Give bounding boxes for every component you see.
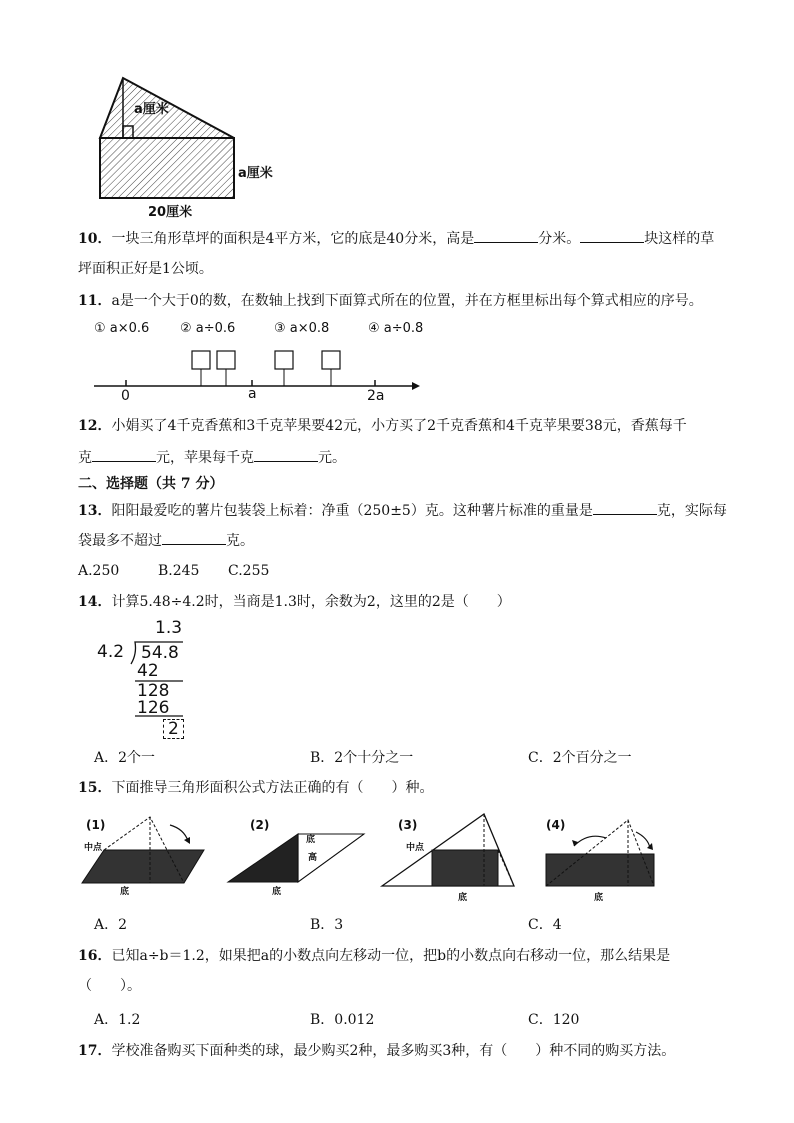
q14-option-b[interactable]: B．2个十分之一 bbox=[310, 750, 414, 766]
fig1-base: 底 bbox=[120, 887, 130, 897]
answer-box-1[interactable] bbox=[192, 351, 210, 369]
axis-arrow bbox=[412, 382, 420, 390]
q13-option-b[interactable]: B.245 bbox=[158, 563, 200, 579]
fig3-triangle bbox=[380, 812, 520, 892]
q13-option-a[interactable]: A.250 bbox=[78, 563, 120, 579]
trapezoid-figure bbox=[90, 70, 290, 220]
fig2-base-top: 底 bbox=[306, 835, 316, 845]
rectangle-shape bbox=[100, 138, 234, 198]
q11-line1 bbox=[78, 291, 758, 311]
expr-2: ② a÷0.6 bbox=[180, 321, 236, 336]
axis-label-zero: 0 bbox=[121, 388, 130, 404]
fig4-base: 底 bbox=[594, 893, 604, 903]
q16-number: 16． bbox=[78, 948, 112, 964]
fig2-base: 底 bbox=[272, 887, 282, 897]
q13-option-c[interactable]: C.255 bbox=[228, 563, 270, 579]
q16-option-c[interactable]: C．120 bbox=[528, 1012, 580, 1028]
section-title: 二、选择题（共 7 分） bbox=[78, 476, 224, 492]
division-step3: 126 bbox=[137, 698, 170, 718]
q15-text: 下面推导三角形面积公式方法正确的有（ ）种。 bbox=[111, 780, 434, 796]
q15-number: 15． bbox=[78, 780, 112, 796]
q15-option-c[interactable]: C．4 bbox=[528, 917, 562, 933]
axis-label-a: a bbox=[248, 386, 257, 402]
q10-line2: 坪面积正好是1公顷。 bbox=[78, 261, 213, 277]
q13-text2b: 克。 bbox=[226, 533, 254, 549]
q15-option-b[interactable]: B．3 bbox=[310, 917, 344, 933]
q17-line1 bbox=[78, 1041, 758, 1061]
q12-line1 bbox=[78, 416, 758, 436]
base-label: 20厘米 bbox=[148, 205, 193, 220]
q17-text: 学校准备购买下面种类的球，最少购买2种，最多购买3种，有（ ）种不同的购买方法。 bbox=[111, 1043, 676, 1059]
q13-blank1[interactable] bbox=[593, 500, 657, 515]
q12-text2b: 元，苹果每千克 bbox=[156, 450, 254, 466]
fig3-label: (3) bbox=[398, 818, 418, 832]
height-label: a厘米 bbox=[134, 102, 169, 117]
q12-text1: 小娟买了4千克香蕉和3千克苹果要42元，小方买了2千克香蕉和4千克苹果要38元，香蕉每千 bbox=[111, 418, 687, 434]
division-dividend: 54.8 bbox=[141, 643, 179, 663]
q12-line2 bbox=[78, 447, 758, 468]
fig1-midpoint: 中点 bbox=[84, 843, 103, 853]
q10-text1: 一块三角形草坪的面积是4平方米，它的底是40分米，高是 bbox=[111, 231, 475, 247]
answer-box-2[interactable] bbox=[217, 351, 235, 369]
q10-blank2[interactable] bbox=[580, 228, 644, 243]
division-step2: 128 bbox=[137, 681, 170, 701]
q10-blank1[interactable] bbox=[474, 228, 538, 243]
q10-number: 10． bbox=[78, 231, 112, 247]
division-step1: 42 bbox=[137, 661, 159, 681]
expr-4: ④ a÷0.8 bbox=[368, 321, 424, 336]
fig2-label: (2) bbox=[250, 818, 270, 832]
q13-text2a: 袋最多不超过 bbox=[78, 533, 162, 549]
division-quotient: 1.3 bbox=[155, 618, 183, 638]
q14-line1 bbox=[78, 592, 758, 612]
fig4-rectangle bbox=[544, 818, 656, 890]
q16-text: 已知a÷b＝1.2，如果把a的小数点向左移动一位，把b的小数点向右移动一位，那么结果是 bbox=[111, 948, 671, 964]
q10-unit1: 分米。 bbox=[538, 231, 581, 247]
q13-blank2[interactable] bbox=[162, 530, 226, 545]
fig3-base: 底 bbox=[458, 893, 468, 903]
q13-text1: 阳阳最爱吃的薯片包装袋上标着：净重（250±5）克。这种薯片标准的重量是 bbox=[111, 503, 593, 519]
q14-option-a[interactable]: A．2个一 bbox=[94, 750, 156, 766]
division-lines bbox=[95, 618, 205, 743]
q13-line1 bbox=[78, 500, 758, 521]
answer-box-4[interactable] bbox=[322, 351, 340, 369]
long-division bbox=[95, 618, 205, 743]
q17-number: 17． bbox=[78, 1043, 112, 1059]
fig2-parallelogram bbox=[228, 830, 368, 885]
q14-number: 14． bbox=[78, 594, 112, 610]
q14-text: 计算5.48÷4.2时，当商是1.3时，余数为2，这里的2是（ ） bbox=[111, 594, 511, 610]
q16-option-b[interactable]: B．0.012 bbox=[310, 1012, 375, 1028]
q13-number: 13． bbox=[78, 503, 112, 519]
q16-option-a[interactable]: A．1.2 bbox=[94, 1012, 141, 1028]
q10-line1 bbox=[78, 228, 758, 249]
fig4-label: (4) bbox=[546, 818, 566, 832]
q15-option-a[interactable]: A．2 bbox=[94, 917, 128, 933]
answer-box-3[interactable] bbox=[275, 351, 293, 369]
fig3-midpoint: 中点 bbox=[406, 843, 425, 853]
q11-number: 11． bbox=[78, 293, 112, 309]
q10-text2: 块这样的草 bbox=[644, 231, 715, 247]
q13-line2 bbox=[78, 530, 758, 551]
q16-line1 bbox=[78, 946, 758, 966]
q13-unit1: 克，实际每 bbox=[656, 503, 727, 519]
q14-option-c[interactable]: C．2个百分之一 bbox=[528, 750, 632, 766]
fig1-parallelogram bbox=[80, 815, 210, 885]
division-divisor: 4.2 bbox=[97, 642, 125, 662]
axis-label-2a: 2a bbox=[367, 388, 385, 404]
expr-1: ① a×0.6 bbox=[94, 321, 150, 336]
q12-number: 12． bbox=[78, 418, 112, 434]
fig1-label: (1) bbox=[86, 818, 106, 832]
q12-blank2[interactable] bbox=[254, 447, 318, 462]
q12-text2c: 元。 bbox=[318, 450, 346, 466]
division-remainder: 2 bbox=[163, 719, 184, 739]
q16-line2: （ ）。 bbox=[78, 978, 141, 994]
side-label: a厘米 bbox=[238, 166, 273, 181]
expr-3: ③ a×0.8 bbox=[274, 321, 330, 336]
fig2-height: 高 bbox=[308, 853, 318, 863]
q15-line1 bbox=[78, 778, 758, 798]
q12-text2a: 克 bbox=[78, 450, 92, 466]
q11-text: a是一个大于0的数，在数轴上找到下面算式所在的位置，并在方框里标出每个算式相应的序号。 bbox=[111, 293, 703, 309]
q12-blank1[interactable] bbox=[92, 447, 156, 462]
